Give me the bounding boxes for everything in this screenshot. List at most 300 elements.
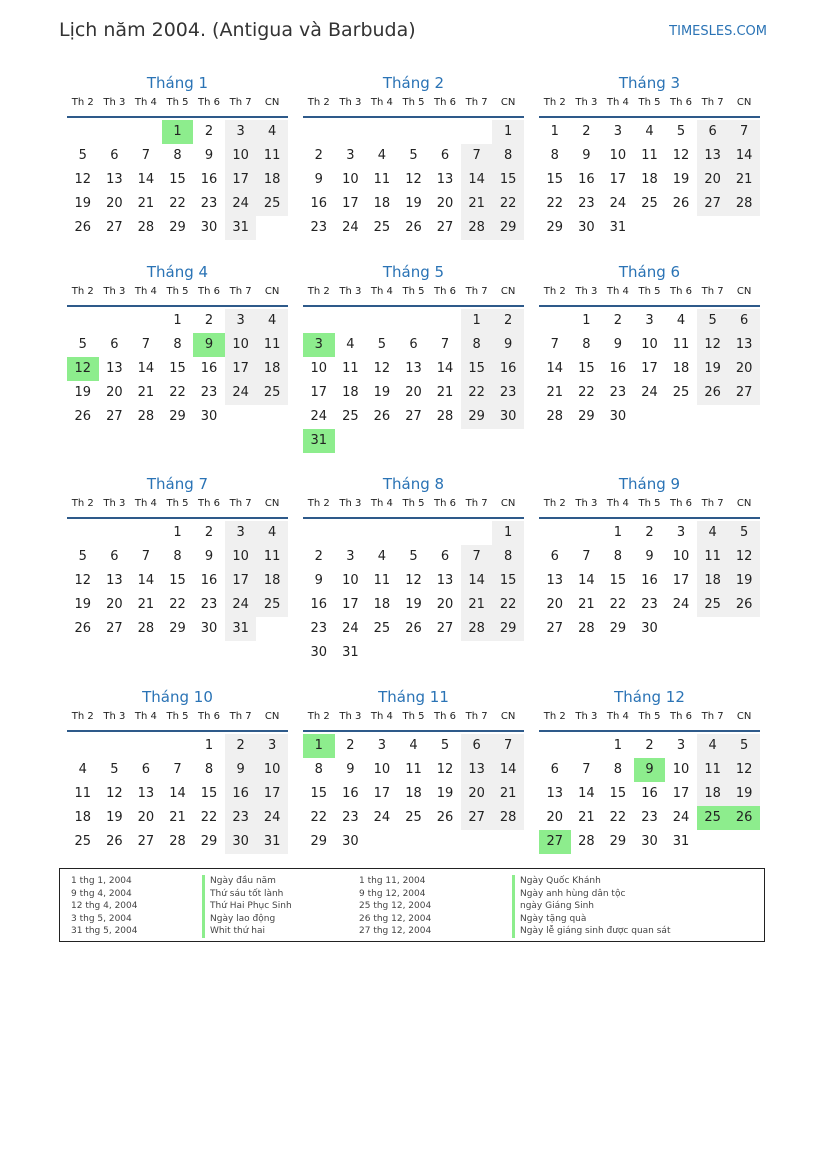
- day-cell: 29: [461, 405, 493, 429]
- day-cell: 21: [461, 192, 493, 216]
- day-cell: 11: [256, 144, 288, 168]
- day-cell: 28: [137, 220, 155, 235]
- day-cell: 10: [672, 549, 690, 564]
- day-cell: 26: [405, 621, 422, 636]
- day-cell: 15: [169, 172, 186, 187]
- day-cell: 28: [137, 409, 155, 424]
- weekday-label: Th 2: [71, 97, 94, 108]
- day-cell: 25: [342, 409, 359, 424]
- empty-cell: [99, 521, 131, 545]
- day-cell: 11: [256, 545, 288, 569]
- weekday-label: Th 3: [103, 498, 126, 509]
- day-cell: 16: [342, 786, 359, 801]
- day-cell: 26: [672, 196, 690, 211]
- day-cell: 26: [697, 381, 729, 405]
- day-grid: [67, 120, 288, 240]
- day-cell: 13: [137, 786, 155, 801]
- empty-cell: [539, 734, 571, 758]
- month-block: [67, 72, 288, 240]
- legend-holiday-name: Thứ sáu tốt lành: [202, 888, 292, 901]
- day-cell: 15: [200, 786, 218, 801]
- weekday-header: [67, 283, 288, 307]
- day-cell: 29: [169, 409, 186, 424]
- day-grid: [67, 521, 288, 641]
- empty-cell: [571, 734, 603, 758]
- legend-names-right: [512, 875, 670, 938]
- day-cell: 29: [609, 834, 627, 849]
- empty-cell: [539, 521, 571, 545]
- day-cell: 29: [578, 409, 595, 424]
- day-cell: 16: [310, 597, 328, 612]
- legend-holiday-name: Ngày lao động: [202, 913, 292, 926]
- empty-cell: [303, 309, 335, 333]
- weekday-label: Th 6: [198, 711, 221, 722]
- day-cell: 27: [436, 621, 454, 636]
- site-link[interactable]: TIMESLES.COM: [669, 24, 767, 39]
- day-cell: 2: [225, 734, 257, 758]
- day-cell: 28: [137, 621, 155, 636]
- day-cell: 18: [256, 569, 288, 593]
- weekday-label: Th 2: [543, 286, 566, 297]
- day-cell: 24: [609, 196, 627, 211]
- day-cell: 11: [256, 333, 288, 357]
- day-cell: 16: [492, 357, 524, 381]
- day-cell: 18: [405, 786, 422, 801]
- day-cell: 17: [256, 782, 288, 806]
- day-cell: 6: [461, 734, 493, 758]
- holiday-day-cell: 9: [193, 333, 225, 357]
- day-cell: 27: [405, 409, 422, 424]
- day-cell: 17: [225, 168, 257, 192]
- empty-cell: [303, 120, 335, 144]
- day-cell: 2: [314, 549, 323, 564]
- legend-date: 1 thg 1, 2004: [71, 876, 132, 886]
- weekday-label: Th 4: [134, 286, 157, 297]
- day-cell: 18: [697, 782, 729, 806]
- empty-cell: [130, 309, 162, 333]
- day-cell: 17: [672, 573, 690, 588]
- weekday-label: Th 5: [402, 97, 425, 108]
- day-cell: 10: [342, 573, 359, 588]
- day-cell: 10: [310, 361, 328, 376]
- day-cell: 9: [613, 337, 623, 352]
- legend-date: 1 thg 11, 2004: [359, 876, 426, 886]
- day-cell: 3: [645, 313, 654, 328]
- day-cell: 6: [550, 762, 559, 777]
- day-cell: 21: [137, 196, 155, 211]
- day-cell: 23: [200, 196, 218, 211]
- day-cell: 24: [256, 806, 288, 830]
- day-cell: 10: [225, 333, 257, 357]
- day-cell: 25: [641, 196, 658, 211]
- legend-holiday-name: ngày Giáng Sinh: [512, 900, 670, 913]
- day-cell: 5: [78, 148, 87, 163]
- month-name: Tháng 10: [142, 688, 213, 706]
- day-cell: 13: [106, 361, 123, 376]
- day-cell: 5: [728, 734, 760, 758]
- weekday-label: Th 6: [434, 97, 457, 108]
- day-cell: 8: [613, 549, 623, 564]
- day-cell: 24: [342, 220, 359, 235]
- legend-date: 3 thg 5, 2004: [71, 913, 132, 924]
- day-cell: 22: [169, 385, 186, 400]
- day-cell: 5: [697, 309, 729, 333]
- day-cell: 2: [346, 738, 355, 753]
- day-cell: 28: [492, 806, 524, 830]
- day-cell: 4: [78, 762, 87, 777]
- weekday-label: Th 6: [670, 711, 693, 722]
- day-cell: 25: [373, 220, 391, 235]
- day-cell: 15: [578, 361, 595, 376]
- day-cell: 22: [578, 385, 595, 400]
- day-cell: 21: [169, 810, 186, 825]
- day-cell: 19: [74, 385, 92, 400]
- month-name: Tháng 2: [382, 74, 445, 92]
- month-block: [303, 261, 524, 453]
- weekday-label: Th 2: [307, 498, 330, 509]
- empty-cell: [130, 120, 162, 144]
- day-cell: 27: [436, 220, 454, 235]
- month-block: [303, 473, 524, 665]
- weekday-label: Th 7: [465, 97, 488, 108]
- day-cell: 22: [609, 810, 627, 825]
- day-cell: 4: [377, 148, 387, 163]
- day-cell: 3: [256, 734, 288, 758]
- day-cell: 11: [74, 786, 92, 801]
- day-cell: 16: [609, 361, 627, 376]
- day-cell: 28: [461, 216, 493, 240]
- weekday-label: Th 3: [339, 97, 362, 108]
- weekday-header: [303, 708, 524, 732]
- day-cell: 17: [672, 786, 690, 801]
- weekday-label: Th 5: [402, 498, 425, 509]
- day-cell: 5: [728, 521, 760, 545]
- day-cell: 18: [672, 361, 690, 376]
- day-cell: 8: [550, 148, 559, 163]
- weekday-label: Th 3: [575, 97, 598, 108]
- day-cell: 10: [225, 545, 257, 569]
- day-cell: 12: [373, 361, 391, 376]
- day-cell: 15: [546, 172, 564, 187]
- day-cell: 18: [697, 569, 729, 593]
- day-cell: 18: [373, 597, 391, 612]
- holiday-day-cell: 27: [539, 830, 571, 854]
- day-cell: 5: [78, 549, 87, 564]
- empty-cell: [130, 521, 162, 545]
- day-cell: 19: [728, 782, 760, 806]
- day-cell: 10: [342, 172, 359, 187]
- day-cell: 11: [672, 337, 690, 352]
- weekday-label: Th 4: [606, 711, 629, 722]
- day-cell: 22: [200, 810, 218, 825]
- legend-holiday-name: Ngày Quốc Khánh: [512, 875, 670, 888]
- day-cell: 4: [645, 124, 654, 139]
- day-cell: 7: [492, 734, 524, 758]
- day-cell: 23: [225, 806, 257, 830]
- day-cell: 19: [74, 597, 92, 612]
- day-cell: 15: [609, 786, 627, 801]
- weekday-label: Th 2: [543, 711, 566, 722]
- day-cell: 10: [256, 758, 288, 782]
- day-grid: [67, 734, 288, 854]
- holiday-day-cell: 31: [303, 429, 335, 453]
- month-name: Tháng 11: [378, 688, 449, 706]
- weekday-label: CN: [264, 711, 280, 722]
- day-cell: 31: [256, 830, 288, 854]
- weekday-label: Th 2: [543, 498, 566, 509]
- day-cell: 5: [409, 549, 418, 564]
- day-cell: 22: [492, 192, 524, 216]
- day-cell: 10: [373, 762, 391, 777]
- day-cell: 24: [225, 192, 257, 216]
- day-cell: 30: [641, 834, 658, 849]
- day-cell: 9: [204, 549, 214, 564]
- legend-date: 26 thg 12, 2004: [359, 913, 432, 924]
- legend-holiday-name: Ngày tặng quà: [512, 913, 670, 926]
- day-cell: 12: [405, 573, 422, 588]
- weekday-label: Th 7: [465, 711, 488, 722]
- day-cell: 9: [492, 333, 524, 357]
- day-cell: 11: [342, 361, 359, 376]
- weekday-label: Th 7: [229, 97, 252, 108]
- day-cell: 9: [582, 148, 591, 163]
- day-cell: 25: [672, 385, 690, 400]
- weekday-label: Th 2: [71, 711, 94, 722]
- weekday-label: Th 6: [670, 498, 693, 509]
- empty-cell: [429, 309, 461, 333]
- day-cell: 20: [106, 385, 123, 400]
- day-cell: 1: [173, 313, 182, 328]
- day-cell: 12: [728, 545, 760, 569]
- empty-cell: [539, 309, 571, 333]
- month-name: Tháng 4: [146, 263, 209, 281]
- day-cell: 16: [310, 196, 328, 211]
- day-cell: 2: [582, 124, 591, 139]
- empty-cell: [67, 309, 99, 333]
- weekday-label: CN: [500, 286, 516, 297]
- day-cell: 21: [728, 168, 760, 192]
- day-cell: 28: [461, 617, 493, 641]
- day-cell: 22: [492, 593, 524, 617]
- weekday-label: Th 7: [229, 498, 252, 509]
- weekday-label: Th 3: [103, 97, 126, 108]
- weekday-label: Th 3: [103, 286, 126, 297]
- day-cell: 7: [141, 549, 151, 564]
- day-cell: 25: [74, 834, 92, 849]
- month-block: [303, 686, 524, 854]
- day-cell: 26: [436, 810, 454, 825]
- weekday-label: Th 4: [606, 498, 629, 509]
- day-cell: 6: [440, 148, 450, 163]
- legend-date: 27 thg 12, 2004: [359, 926, 432, 936]
- weekday-label: CN: [736, 711, 752, 722]
- day-cell: 3: [346, 549, 355, 564]
- legend-dates-left: [71, 875, 137, 938]
- day-cell: 14: [137, 172, 155, 187]
- day-grid: [539, 309, 760, 429]
- day-cell: 25: [405, 810, 422, 825]
- day-cell: 16: [200, 361, 218, 376]
- day-cell: 2: [204, 124, 214, 139]
- day-cell: 15: [461, 357, 493, 381]
- day-cell: 29: [609, 621, 627, 636]
- day-cell: 26: [405, 220, 422, 235]
- day-cell: 7: [141, 337, 151, 352]
- day-cell: 30: [225, 830, 257, 854]
- day-cell: 6: [728, 309, 760, 333]
- day-cell: 16: [578, 172, 595, 187]
- day-cell: 28: [169, 834, 186, 849]
- day-cell: 7: [550, 337, 559, 352]
- day-cell: 24: [225, 381, 257, 405]
- weekday-label: Th 4: [370, 711, 393, 722]
- day-cell: 1: [492, 120, 524, 144]
- day-cell: 11: [697, 545, 729, 569]
- day-cell: 4: [346, 337, 355, 352]
- month-name: Tháng 9: [618, 475, 681, 493]
- legend-holiday-name: Whit thứ hai: [202, 925, 292, 938]
- day-cell: 19: [436, 786, 454, 801]
- day-cell: 14: [169, 786, 186, 801]
- day-cell: 9: [204, 148, 214, 163]
- day-cell: 19: [373, 385, 391, 400]
- day-cell: 21: [546, 385, 564, 400]
- day-cell: 14: [492, 758, 524, 782]
- day-cell: 19: [74, 196, 92, 211]
- weekday-header: [303, 283, 524, 307]
- day-cell: 31: [609, 220, 627, 235]
- day-cell: 14: [578, 573, 595, 588]
- day-cell: 4: [256, 521, 288, 545]
- day-cell: 23: [609, 385, 627, 400]
- empty-cell: [162, 734, 194, 758]
- day-cell: 9: [225, 758, 257, 782]
- day-cell: 14: [728, 144, 760, 168]
- day-cell: 17: [609, 172, 627, 187]
- day-cell: 12: [436, 762, 454, 777]
- day-cell: 18: [74, 810, 92, 825]
- day-cell: 7: [582, 549, 591, 564]
- day-cell: 20: [728, 357, 760, 381]
- day-grid: [539, 734, 760, 854]
- day-cell: 7: [461, 545, 493, 569]
- day-cell: 20: [137, 810, 155, 825]
- day-cell: 7: [728, 120, 760, 144]
- empty-cell: [335, 521, 367, 545]
- legend-holiday-name: Ngày đầu năm: [202, 875, 292, 888]
- day-cell: 28: [578, 834, 595, 849]
- day-cell: 1: [550, 124, 559, 139]
- weekday-label: Th 7: [465, 286, 488, 297]
- day-cell: 9: [645, 549, 654, 564]
- day-cell: 29: [492, 617, 524, 641]
- day-cell: 20: [106, 597, 123, 612]
- day-cell: 27: [106, 409, 123, 424]
- weekday-label: CN: [264, 97, 280, 108]
- day-cell: 1: [204, 738, 214, 753]
- day-cell: 15: [169, 573, 186, 588]
- day-cell: 1: [582, 313, 591, 328]
- day-cell: 4: [409, 738, 418, 753]
- weekday-header: [539, 495, 760, 519]
- day-cell: 25: [697, 593, 729, 617]
- empty-cell: [571, 521, 603, 545]
- weekday-label: Th 5: [638, 286, 661, 297]
- day-cell: 21: [436, 385, 454, 400]
- weekday-label: Th 4: [134, 498, 157, 509]
- day-cell: 2: [492, 309, 524, 333]
- weekday-label: Th 7: [229, 711, 252, 722]
- day-cell: 21: [578, 597, 595, 612]
- day-cell: 15: [492, 569, 524, 593]
- day-cell: 3: [613, 124, 623, 139]
- weekday-label: Th 2: [307, 711, 330, 722]
- day-cell: 12: [697, 333, 729, 357]
- holiday-day-cell: 25: [697, 806, 729, 830]
- day-cell: 6: [110, 148, 119, 163]
- empty-cell: [398, 309, 430, 333]
- day-cell: 14: [137, 361, 155, 376]
- day-cell: 24: [672, 810, 690, 825]
- day-cell: 8: [613, 762, 623, 777]
- day-cell: 24: [310, 409, 328, 424]
- day-grid: [303, 120, 524, 240]
- weekday-label: Th 6: [198, 286, 221, 297]
- day-cell: 18: [256, 357, 288, 381]
- day-cell: 9: [346, 762, 355, 777]
- day-cell: 12: [106, 786, 123, 801]
- empty-cell: [461, 521, 493, 545]
- empty-cell: [398, 521, 430, 545]
- day-cell: 10: [225, 144, 257, 168]
- day-cell: 30: [578, 220, 595, 235]
- day-cell: 12: [74, 573, 92, 588]
- weekday-header: [539, 708, 760, 732]
- day-cell: 23: [492, 381, 524, 405]
- weekday-label: Th 7: [701, 286, 724, 297]
- day-cell: 4: [676, 313, 686, 328]
- day-cell: 3: [225, 521, 257, 545]
- day-cell: 30: [200, 621, 218, 636]
- weekday-label: Th 2: [71, 498, 94, 509]
- day-cell: 4: [697, 734, 729, 758]
- weekday-label: Th 4: [370, 97, 393, 108]
- day-cell: 8: [492, 545, 524, 569]
- day-cell: 28: [546, 409, 564, 424]
- day-cell: 10: [609, 148, 627, 163]
- day-cell: 17: [342, 597, 359, 612]
- empty-cell: [335, 120, 367, 144]
- day-cell: 20: [436, 597, 454, 612]
- weekday-label: Th 2: [307, 97, 330, 108]
- day-cell: 8: [492, 144, 524, 168]
- day-cell: 18: [641, 172, 658, 187]
- weekday-label: Th 3: [339, 498, 362, 509]
- day-cell: 12: [728, 758, 760, 782]
- day-cell: 10: [672, 762, 690, 777]
- day-cell: 12: [74, 172, 92, 187]
- empty-cell: [67, 120, 99, 144]
- day-cell: 29: [310, 834, 328, 849]
- weekday-label: Th 6: [434, 711, 457, 722]
- day-cell: 11: [373, 573, 391, 588]
- day-cell: 13: [106, 573, 123, 588]
- day-cell: 25: [256, 381, 288, 405]
- weekday-label: Th 7: [701, 711, 724, 722]
- day-cell: 21: [492, 782, 524, 806]
- day-cell: 3: [377, 738, 387, 753]
- day-cell: 11: [405, 762, 422, 777]
